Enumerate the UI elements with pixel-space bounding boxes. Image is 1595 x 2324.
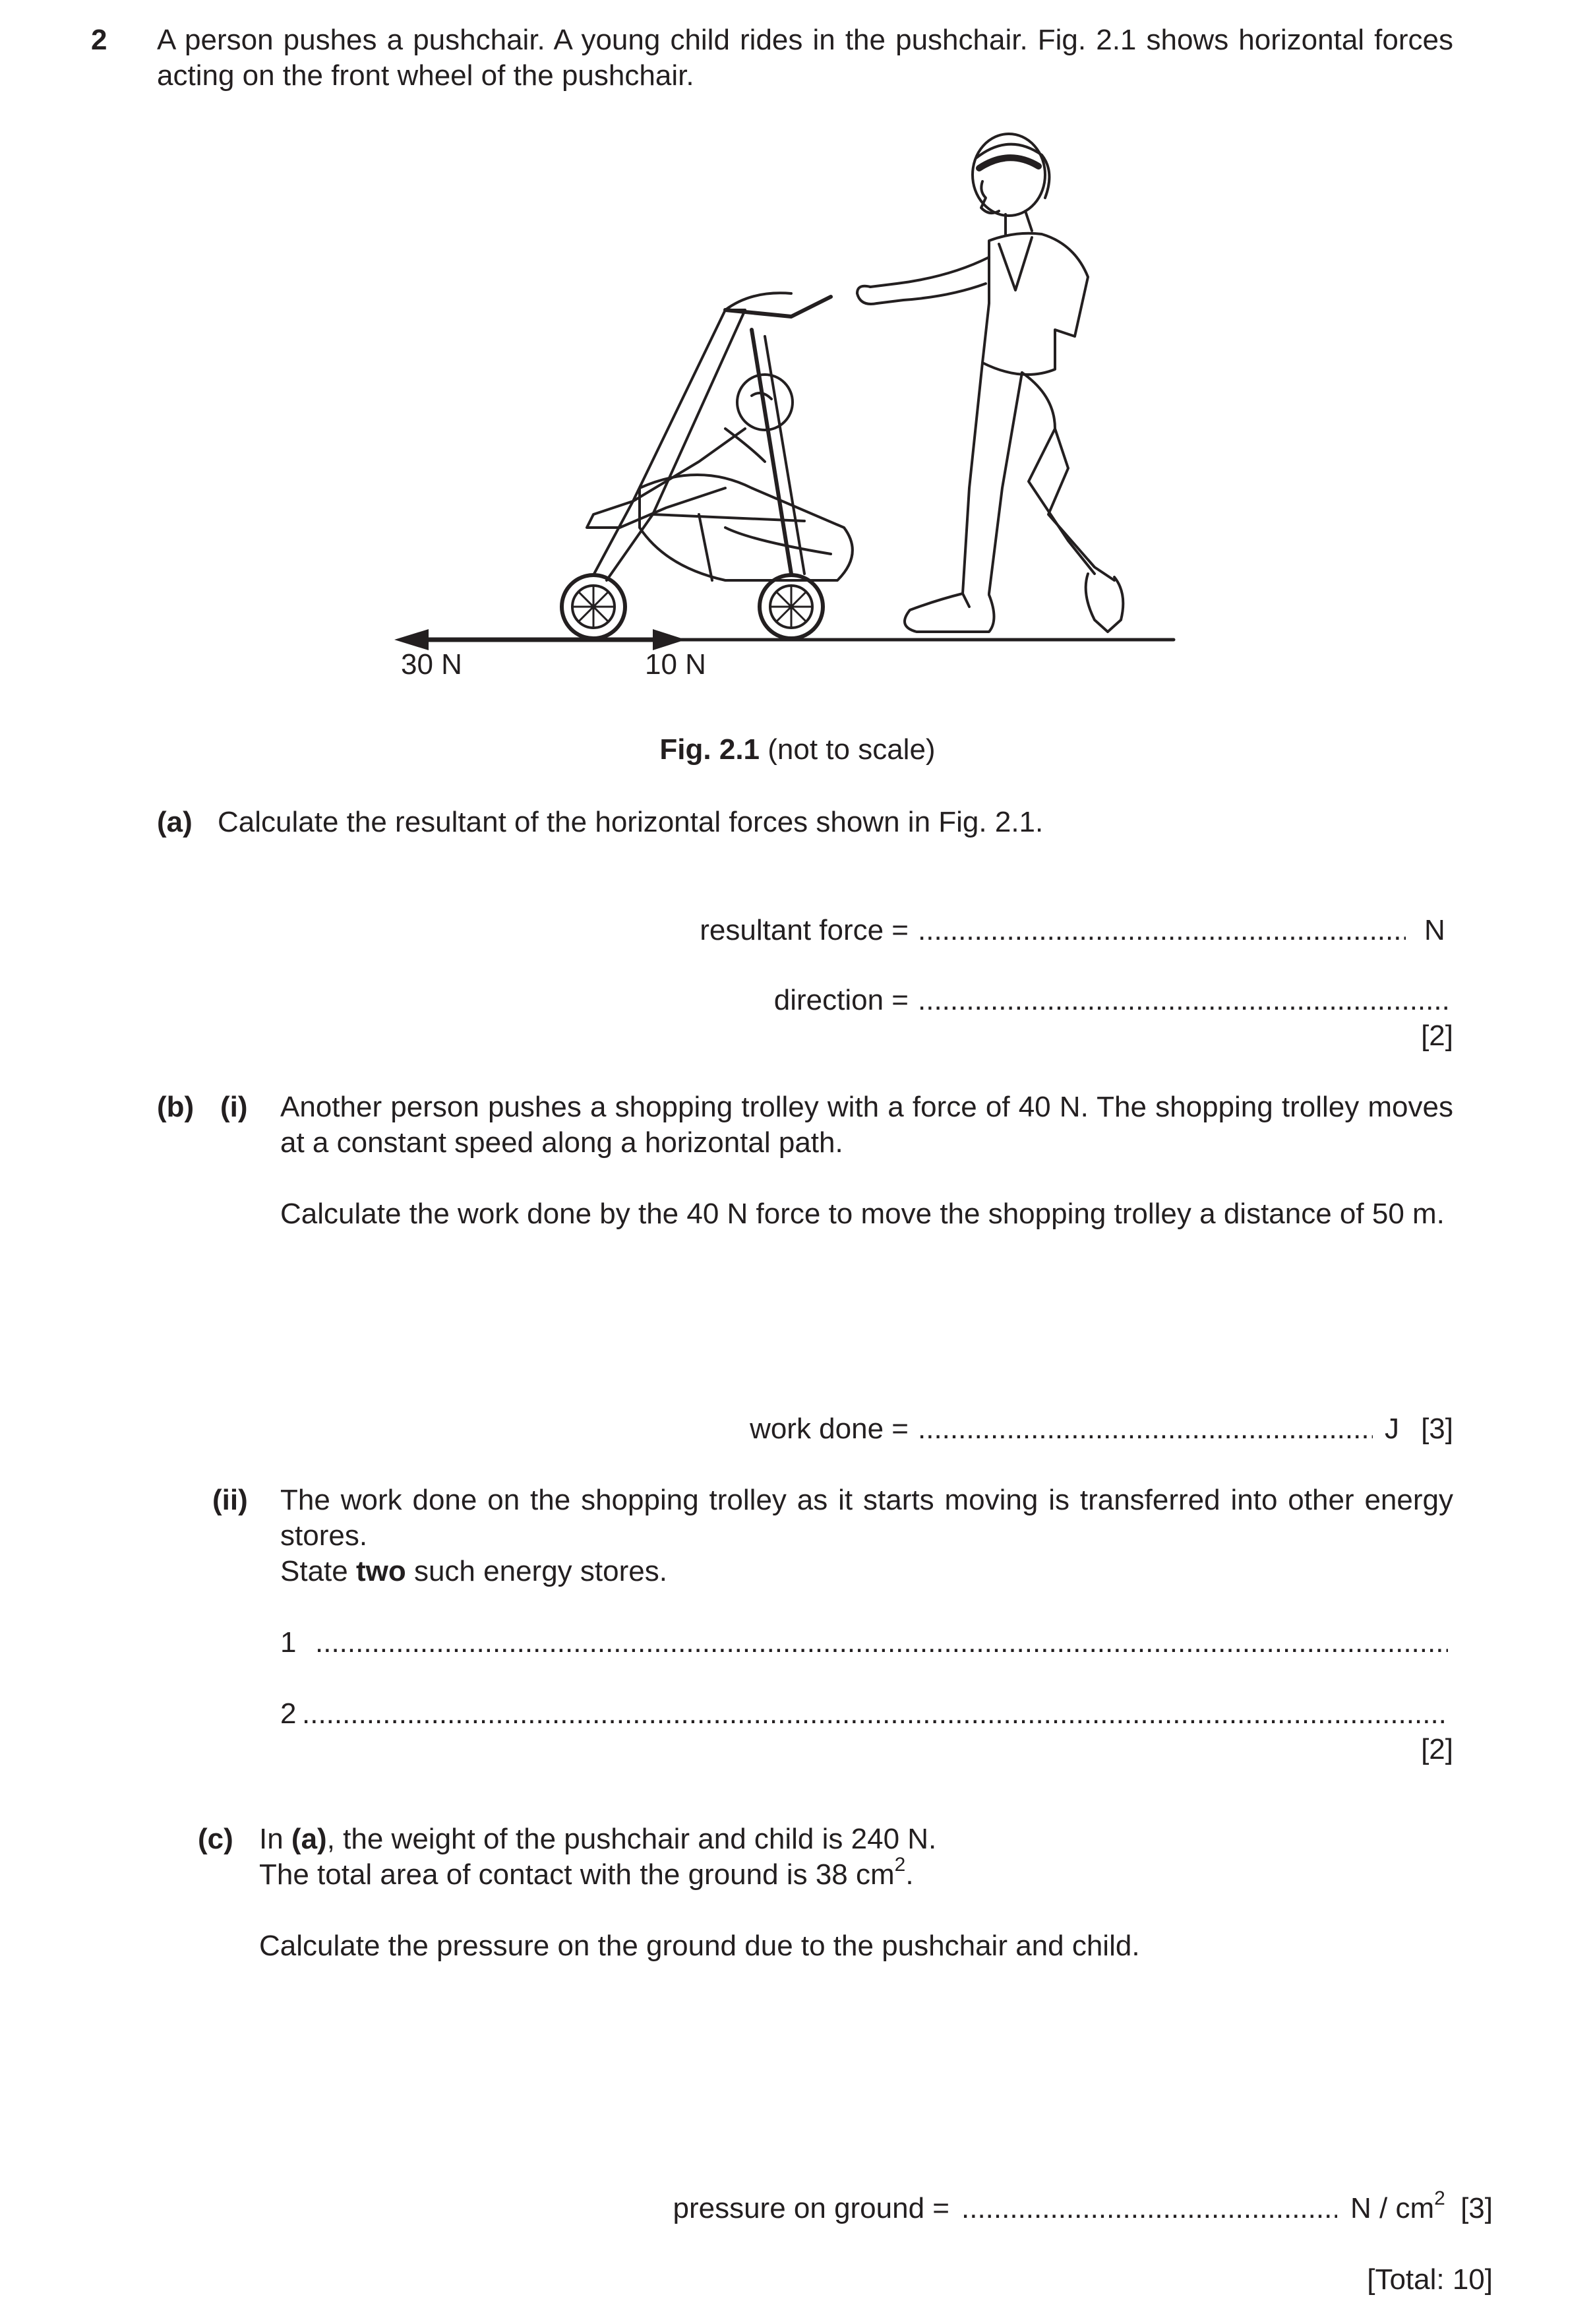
resultant-force-answer-line[interactable]: [918, 913, 1406, 948]
part-a-label: (a): [157, 806, 193, 838]
part-b-i-label: (i): [220, 1091, 248, 1123]
part-b-label: (b): [157, 1091, 195, 1123]
direction-label: direction =: [773, 984, 909, 1016]
part-b-ii-text2: [280, 1554, 667, 1589]
energy-store-2-label: 2: [280, 1697, 297, 1730]
pressure-unit-sup: 2: [1434, 2187, 1445, 2209]
part-b-ii-text1: The work done on the shopping trolley as it starts moving is transferred into other energy stores.: [280, 1484, 1453, 1552]
pressure-unit: [1350, 2187, 1445, 2226]
pushchair-figure: [356, 119, 1226, 712]
part-c-text2-pre: The total area of contact with the ground is 38 cm: [259, 1858, 895, 1891]
part-c-text1-post: , the weight of the pushchair and child is 240 N.: [326, 1823, 937, 1855]
part-b-i-text1: Another person pushes a shopping trolley with a force of 40 N. The shopping trolley moves at a constant speed along a horizontal path.: [280, 1091, 1453, 1159]
pressure-label: pressure on ground =: [673, 2192, 949, 2224]
figure-caption: [0, 732, 1595, 768]
question-intro: A person pushes a pushchair. A young child rides in the pushchair. Fig. 2.1 shows horizontal forces acting on the front wheel of the pushchair.: [157, 24, 1453, 92]
work-done-unit: J: [1385, 1413, 1399, 1445]
pushchair-drawing: [562, 293, 853, 638]
direction-answer-line[interactable]: [918, 983, 1448, 1018]
part-b-ii-text2-bold: two: [355, 1555, 406, 1587]
part-a-text: Calculate the resultant of the horizontal forces shown in Fig. 2.1.: [218, 806, 1044, 838]
resultant-force-unit: N: [1424, 914, 1445, 946]
force-right-label: 10 N: [645, 648, 706, 681]
person-drawing: [857, 134, 1123, 632]
total-marks: [Total: 10]: [1367, 2263, 1493, 2296]
question-number: 2: [91, 24, 107, 56]
part-b-ii-marks: [2]: [1421, 1733, 1453, 1765]
part-c-text2: [259, 1854, 914, 1893]
part-b-i-text2: Calculate the work done by the 40 N force to move the shopping trolley a distance of 50 m.: [280, 1198, 1445, 1230]
pressure-unit-pre: N / cm: [1350, 2192, 1435, 2224]
energy-store-1-label: 1: [280, 1626, 297, 1659]
part-b-ii-text2-pre: State: [280, 1555, 356, 1587]
part-c-text1: [259, 1821, 936, 1857]
part-c-text2-post: .: [905, 1858, 914, 1891]
pressure-marks: [3]: [1460, 2192, 1493, 2224]
pressure-answer-line[interactable]: [961, 2191, 1337, 2226]
part-c-label: (c): [198, 1823, 233, 1855]
energy-store-2-answer-line[interactable]: [302, 1696, 1448, 1732]
figure-caption-bold: Fig. 2.1: [659, 733, 760, 766]
part-b-ii-label: (ii): [212, 1484, 248, 1516]
force-arrow-10n: [593, 629, 686, 650]
force-left-label: 30 N: [401, 648, 462, 681]
figure-caption-rest: (not to scale): [760, 733, 936, 766]
work-done-marks: [3]: [1421, 1413, 1453, 1445]
part-c-text1-pre: In: [259, 1823, 291, 1855]
part-b-ii-text2-post: such energy stores.: [406, 1555, 667, 1587]
part-c-text2-sup: 2: [894, 1854, 906, 1876]
work-done-label: work done =: [750, 1413, 909, 1445]
part-a-marks: [2]: [1421, 1020, 1453, 1052]
energy-store-1-answer-line[interactable]: [315, 1625, 1448, 1661]
work-done-answer-line[interactable]: [918, 1411, 1373, 1447]
resultant-force-label: resultant force =: [700, 914, 909, 946]
part-c-text3: Calculate the pressure on the ground due to the pushchair and child.: [259, 1930, 1140, 1962]
part-c-text1-bold: (a): [291, 1823, 327, 1855]
